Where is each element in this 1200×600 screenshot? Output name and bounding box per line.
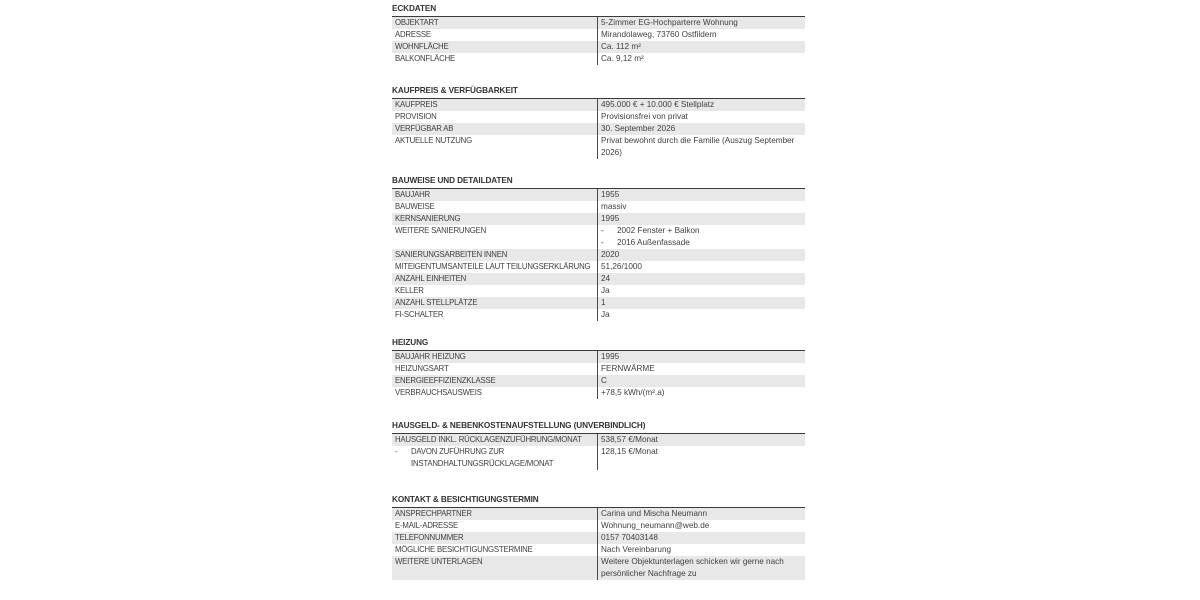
row-value: Carina und Mischa Neumann [601, 509, 708, 518]
row-label-cell [392, 520, 597, 532]
document-section [392, 86, 805, 159]
row-label: TELEFONNUMMER [395, 533, 464, 542]
row-label: HEIZUNGSART [395, 364, 449, 373]
table-row [392, 17, 805, 29]
row-value: 1955 [601, 190, 620, 199]
table-row [392, 520, 805, 532]
row-value-cell [597, 123, 805, 135]
row-value: Wohnung_neumann@web.de [601, 521, 710, 530]
row-value: 2020 [601, 250, 620, 259]
row-value-cell [597, 434, 805, 446]
row-label-cell [392, 446, 597, 470]
row-value-cell [597, 189, 805, 201]
row-value-cell [597, 532, 805, 544]
table-row [392, 351, 805, 363]
row-label: BALKONFLÄCHE [395, 54, 455, 63]
row-label-cell [392, 53, 597, 65]
row-label: VERBRAUCHSAUSWEIS [395, 388, 482, 397]
document-section [392, 4, 805, 65]
value-list-item [601, 237, 802, 249]
row-value-cell [597, 201, 805, 213]
row-label-cell [392, 41, 597, 53]
row-value-cell [597, 261, 805, 273]
row-value-cell [597, 297, 805, 309]
row-value: 2016 Außenfassade [617, 238, 690, 247]
section-table [392, 17, 805, 65]
row-label: KAUFPREIS [395, 100, 438, 109]
row-value: 495.000 € + 10.000 € Stellplatz [601, 100, 715, 109]
row-label-cell [392, 285, 597, 297]
row-label: DAVON ZUFÜHRUNG ZUR INSTANDHALTUNGSRÜCKLAGE/MONAT [411, 447, 554, 468]
row-label-cell [392, 508, 597, 520]
row-value: Nach Vereinbarung [601, 545, 672, 554]
row-label: MÖGLICHE BESICHTIGUNGSTERMINE [395, 545, 533, 554]
table-row [392, 135, 805, 159]
table-row [392, 273, 805, 285]
section-title: KAUFPREIS & VERFÜGBARKEIT [392, 86, 805, 99]
row-label: KERNSANIERUNG [395, 214, 461, 223]
row-label-cell [392, 556, 597, 580]
value-list-item [601, 225, 802, 237]
row-value: 1995 [601, 352, 620, 361]
row-label-cell [392, 351, 597, 363]
row-value: Privat bewohnt durch die Familie (Auszug September 2026) [601, 136, 795, 157]
list-bullet: - [601, 238, 604, 247]
row-label: KELLER [395, 286, 424, 295]
row-label-cell [392, 225, 597, 249]
section-table [392, 189, 805, 321]
row-value-cell [597, 225, 805, 249]
table-row [392, 309, 805, 321]
row-label: BAUJAHR [395, 190, 430, 199]
row-label-cell [392, 99, 597, 111]
table-row [392, 556, 805, 580]
row-label-cell [392, 135, 597, 159]
table-row [392, 99, 805, 111]
row-value: 0157 70403148 [601, 533, 658, 542]
table-row [392, 225, 805, 249]
table-row [392, 29, 805, 41]
section-title: BAUWEISE UND DETAILDATEN [392, 176, 805, 189]
row-label-cell [392, 17, 597, 29]
section-title: HEIZUNG [392, 338, 805, 351]
row-value: FERNWÄRME [601, 364, 655, 373]
row-value-cell [597, 363, 805, 375]
section-title: HAUSGELD- & NEBENKOSTENAUFSTELLUNG (UNVERBINDLICH) [392, 421, 805, 434]
row-label-cell [392, 201, 597, 213]
table-row [392, 201, 805, 213]
table-row [392, 189, 805, 201]
row-value: Ca. 9,12 m² [601, 54, 644, 63]
row-label: BAUWEISE [395, 202, 435, 211]
row-label-cell [392, 375, 597, 387]
row-value-cell [597, 387, 805, 399]
row-label-cell [392, 434, 597, 446]
row-value-cell [597, 17, 805, 29]
row-label-cell [392, 273, 597, 285]
row-label: WEITERE SANIERUNGEN [395, 226, 487, 235]
row-value: 24 [601, 274, 611, 283]
section-table [392, 508, 805, 580]
section-table [392, 99, 805, 159]
row-value-cell [597, 53, 805, 65]
table-row [392, 285, 805, 297]
section-title: ECKDATEN [392, 4, 805, 17]
row-value-cell [597, 41, 805, 53]
document-section [392, 176, 805, 321]
row-label: ANSPRECHPARTNER [395, 509, 472, 518]
table-row [392, 249, 805, 261]
table-row [392, 434, 805, 446]
row-label: WEITERE UNTERLAGEN [395, 557, 483, 566]
row-value: massiv [601, 202, 627, 211]
row-label-cell [392, 387, 597, 399]
row-label: VERFÜGBAR AB [395, 124, 454, 133]
section-table [392, 434, 805, 470]
row-label-cell [392, 532, 597, 544]
row-value: 2002 Fenster + Balkon [617, 226, 700, 235]
row-value: C [601, 376, 607, 385]
row-label: E-MAIL-ADRESSE [395, 521, 459, 530]
section-title: KONTAKT & BESICHTIGUNGSTERMIN [392, 495, 805, 508]
row-label-cell [392, 111, 597, 123]
table-row [392, 508, 805, 520]
row-value: 128,15 €/Monat [601, 447, 658, 456]
row-label: ANZAHL STELLPLÄTZE [395, 298, 478, 307]
row-label-cell [392, 29, 597, 41]
row-value-cell [597, 520, 805, 532]
row-value-cell [597, 556, 805, 580]
row-value-cell [597, 508, 805, 520]
document-section [392, 421, 805, 470]
row-value-cell [597, 351, 805, 363]
table-row [392, 111, 805, 123]
row-value-cell [597, 544, 805, 556]
row-label-cell [392, 297, 597, 309]
row-label-cell [392, 213, 597, 225]
table-row [392, 532, 805, 544]
row-value: Ca. 112 m² [601, 42, 641, 51]
row-value-cell [597, 99, 805, 111]
row-label-cell [392, 189, 597, 201]
row-label: SANIERUNGSARBEITEN INNEN [395, 250, 508, 259]
row-value-cell [597, 309, 805, 321]
row-label: WOHNFLÄCHE [395, 42, 449, 51]
row-label-cell [392, 544, 597, 556]
row-value: Ja [601, 310, 610, 319]
row-value: Ja [601, 286, 610, 295]
table-row [392, 544, 805, 556]
row-value-cell [597, 375, 805, 387]
row-value: Provisionsfrei von privat [601, 112, 688, 121]
list-bullet: - [601, 226, 604, 235]
row-value: 1995 [601, 214, 620, 223]
row-label: ADRESSE [395, 30, 431, 39]
row-value: 538,57 €/Monat [601, 435, 658, 444]
row-label-cell [392, 249, 597, 261]
row-value: Mirandolaweg, 73760 Ostfildern [601, 30, 717, 39]
row-value: 5-Zimmer EG-Hochparterre Wohnung [601, 18, 738, 27]
row-label: FI-SCHALTER [395, 310, 444, 319]
table-row [392, 387, 805, 399]
row-value: +78,5 kWh/(m².a) [601, 388, 665, 397]
row-label-cell [392, 363, 597, 375]
row-value-cell [597, 213, 805, 225]
table-row [392, 446, 805, 470]
row-value-cell [597, 285, 805, 297]
row-value-cell [597, 29, 805, 41]
row-value: 1 [601, 298, 606, 307]
row-value-cell [597, 446, 805, 470]
row-label: PROVISION [395, 112, 437, 121]
row-label-cell [392, 261, 597, 273]
row-label: BAUJAHR HEIZUNG [395, 352, 466, 361]
table-row [392, 53, 805, 65]
row-label: ENERGIEEFFIZIENZKLASSE [395, 376, 496, 385]
table-row [392, 375, 805, 387]
row-label: OBJEKTART [395, 18, 439, 27]
row-label-cell [392, 123, 597, 135]
document-section [392, 338, 805, 399]
row-value: 51,26/1000 [601, 262, 642, 271]
section-table [392, 351, 805, 399]
row-value: 30. September 2026 [601, 124, 676, 133]
row-value-cell [597, 111, 805, 123]
row-label: HAUSGELD INKL. RÜCKLAGENZUFÜHRUNG/MONAT [395, 435, 582, 444]
table-row [392, 261, 805, 273]
table-row [392, 297, 805, 309]
row-label: MITEIGENTUMSANTEILE LAUT TEILUNGSERKLÄRUNG [395, 262, 591, 271]
label-bullet: - [395, 447, 398, 456]
table-row [392, 123, 805, 135]
property-expose-document [392, 4, 805, 580]
table-row [392, 41, 805, 53]
row-label-cell [392, 309, 597, 321]
row-label: ANZAHL EINHEITEN [395, 274, 467, 283]
row-value-cell [597, 135, 805, 159]
row-value-cell [597, 273, 805, 285]
table-row [392, 363, 805, 375]
document-section [392, 495, 805, 580]
row-label: AKTUELLE NUTZUNG [395, 136, 472, 145]
row-value-cell [597, 249, 805, 261]
row-value: Weitere Objektunterlagen schicken wir gerne nach persönlicher Nachfrage zu [601, 557, 784, 578]
table-row [392, 213, 805, 225]
